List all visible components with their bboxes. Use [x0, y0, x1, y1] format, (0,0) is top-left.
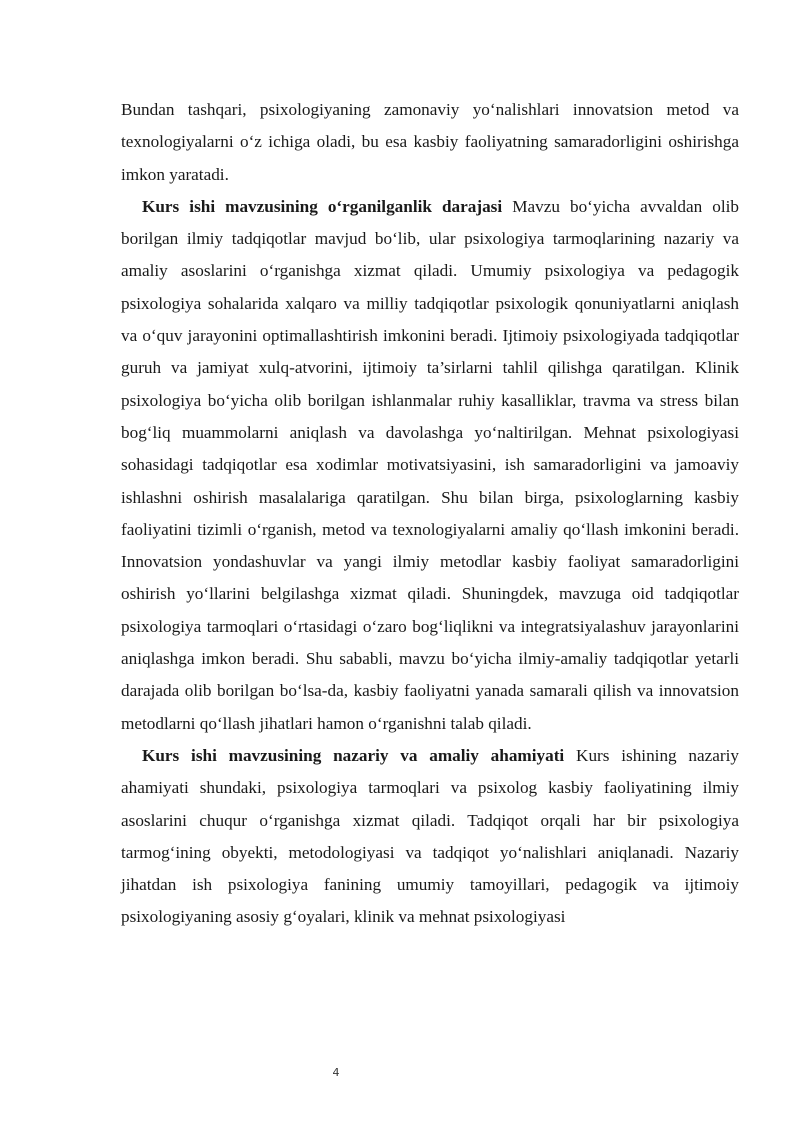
paragraph-research-level-text: Mavzu bo‘yicha avvaldan olib borilgan ilmiy tadqiqotlar mavjud bo‘lib, ular psixologiya tarmoqlarining nazariy va amaliy asoslarini o‘rganishga xizmat qiladi. Umumiy psixologiya va pedagogik psixologiya sohalarida xalqaro va milliy tadqiqotlar psixologik qonuniyatlarni aniqlash va o‘quv jarayonini optimallashtirish imkonini beradi. Ijtimoiy psixologiyada tadqiqotlar guruh va jamiyat xulq-atvorini, ijtimoiy ta’sirlarni tahlil qilishga qaratilgan. Klinik psixologiya bo‘yicha olib borilgan ishlanmalar ruhiy kasalliklar, travma va stress bilan bog‘liq muammolarni aniqlash va davolashga yo‘naltirilgan. Mehnat psixologiyasi sohasidagi tadqiqotlar esa xodimlar motivatsiyasini, ish samaradorligini va jamoaviy ishlashni oshirish masalalariga qaratilgan. Shu bilan birga, psixologlarning kasbiy faoliyatini tizimli o‘rganish, metod va texnologiyalarni amaliy qo‘llash imkonini beradi. Innovatsion yondashuvlar va yangi ilmiy metodlar kasbiy faoliyat samaradorligini oshirish yo‘llarini belgilashga xizmat qiladi. Shuningdek, mavzuga oid tadqiqotlar psixologiya tarmoqlari o‘rtasidagi o‘zaro bog‘liqlikni va integratsiyalashuv jarayonlarini aniqlashga imkon beradi. Shu sababli, mavzu bo‘yicha ilmiy-amaliy tadqiqotlar yetarli darajada olib borilgan bo‘lsa-da, kasbiy faoliyatni yanada samarali qilish va innovatsion metodlarni qo‘llash jihatlari hamon o‘rganishni talab qiladi. [121, 196, 740, 733]
body-text [121, 94, 739, 934]
paragraph-intro [121, 94, 739, 191]
section-heading-significance: Kurs ishi mavzusining nazariy va amaliy ahamiyati [142, 745, 565, 765]
section-heading-research-level: Kurs ishi mavzusining o‘rganilganlik darajasi [142, 196, 503, 216]
paragraph-significance [121, 740, 739, 934]
paragraph-research-level [121, 191, 739, 740]
paragraph-intro-text: Bundan tashqari, psixologiyaning zamonaviy yo‘nalishlari innovatsion metod va texnologiyalarni o‘z ichiga oladi, bu esa kasbiy faoliyatning samaradorligini oshirishga imkon yaratadi. [121, 100, 739, 184]
paragraph-significance-text: Kurs ishining nazariy ahamiyati shundaki, psixologiya tarmoqlari va psixolog kasbiy faoliyatining ilmiy asoslarini chuqur o‘rganishga xizmat qiladi. Tadqiqot orqali har bir psixologiya tarmog‘ining obyekti, metodologiyasi va tadqiqot yo‘nalishlari aniqlanadi. Nazariy jihatdan ish psixologiya fanining umumiy tamoyillari, pedagogik va ijtimoiy psixologiyaning asosiy g‘oyalari, klinik va mehnat psixologiyasi [121, 745, 740, 927]
page-number: 4 [332, 1066, 340, 1079]
